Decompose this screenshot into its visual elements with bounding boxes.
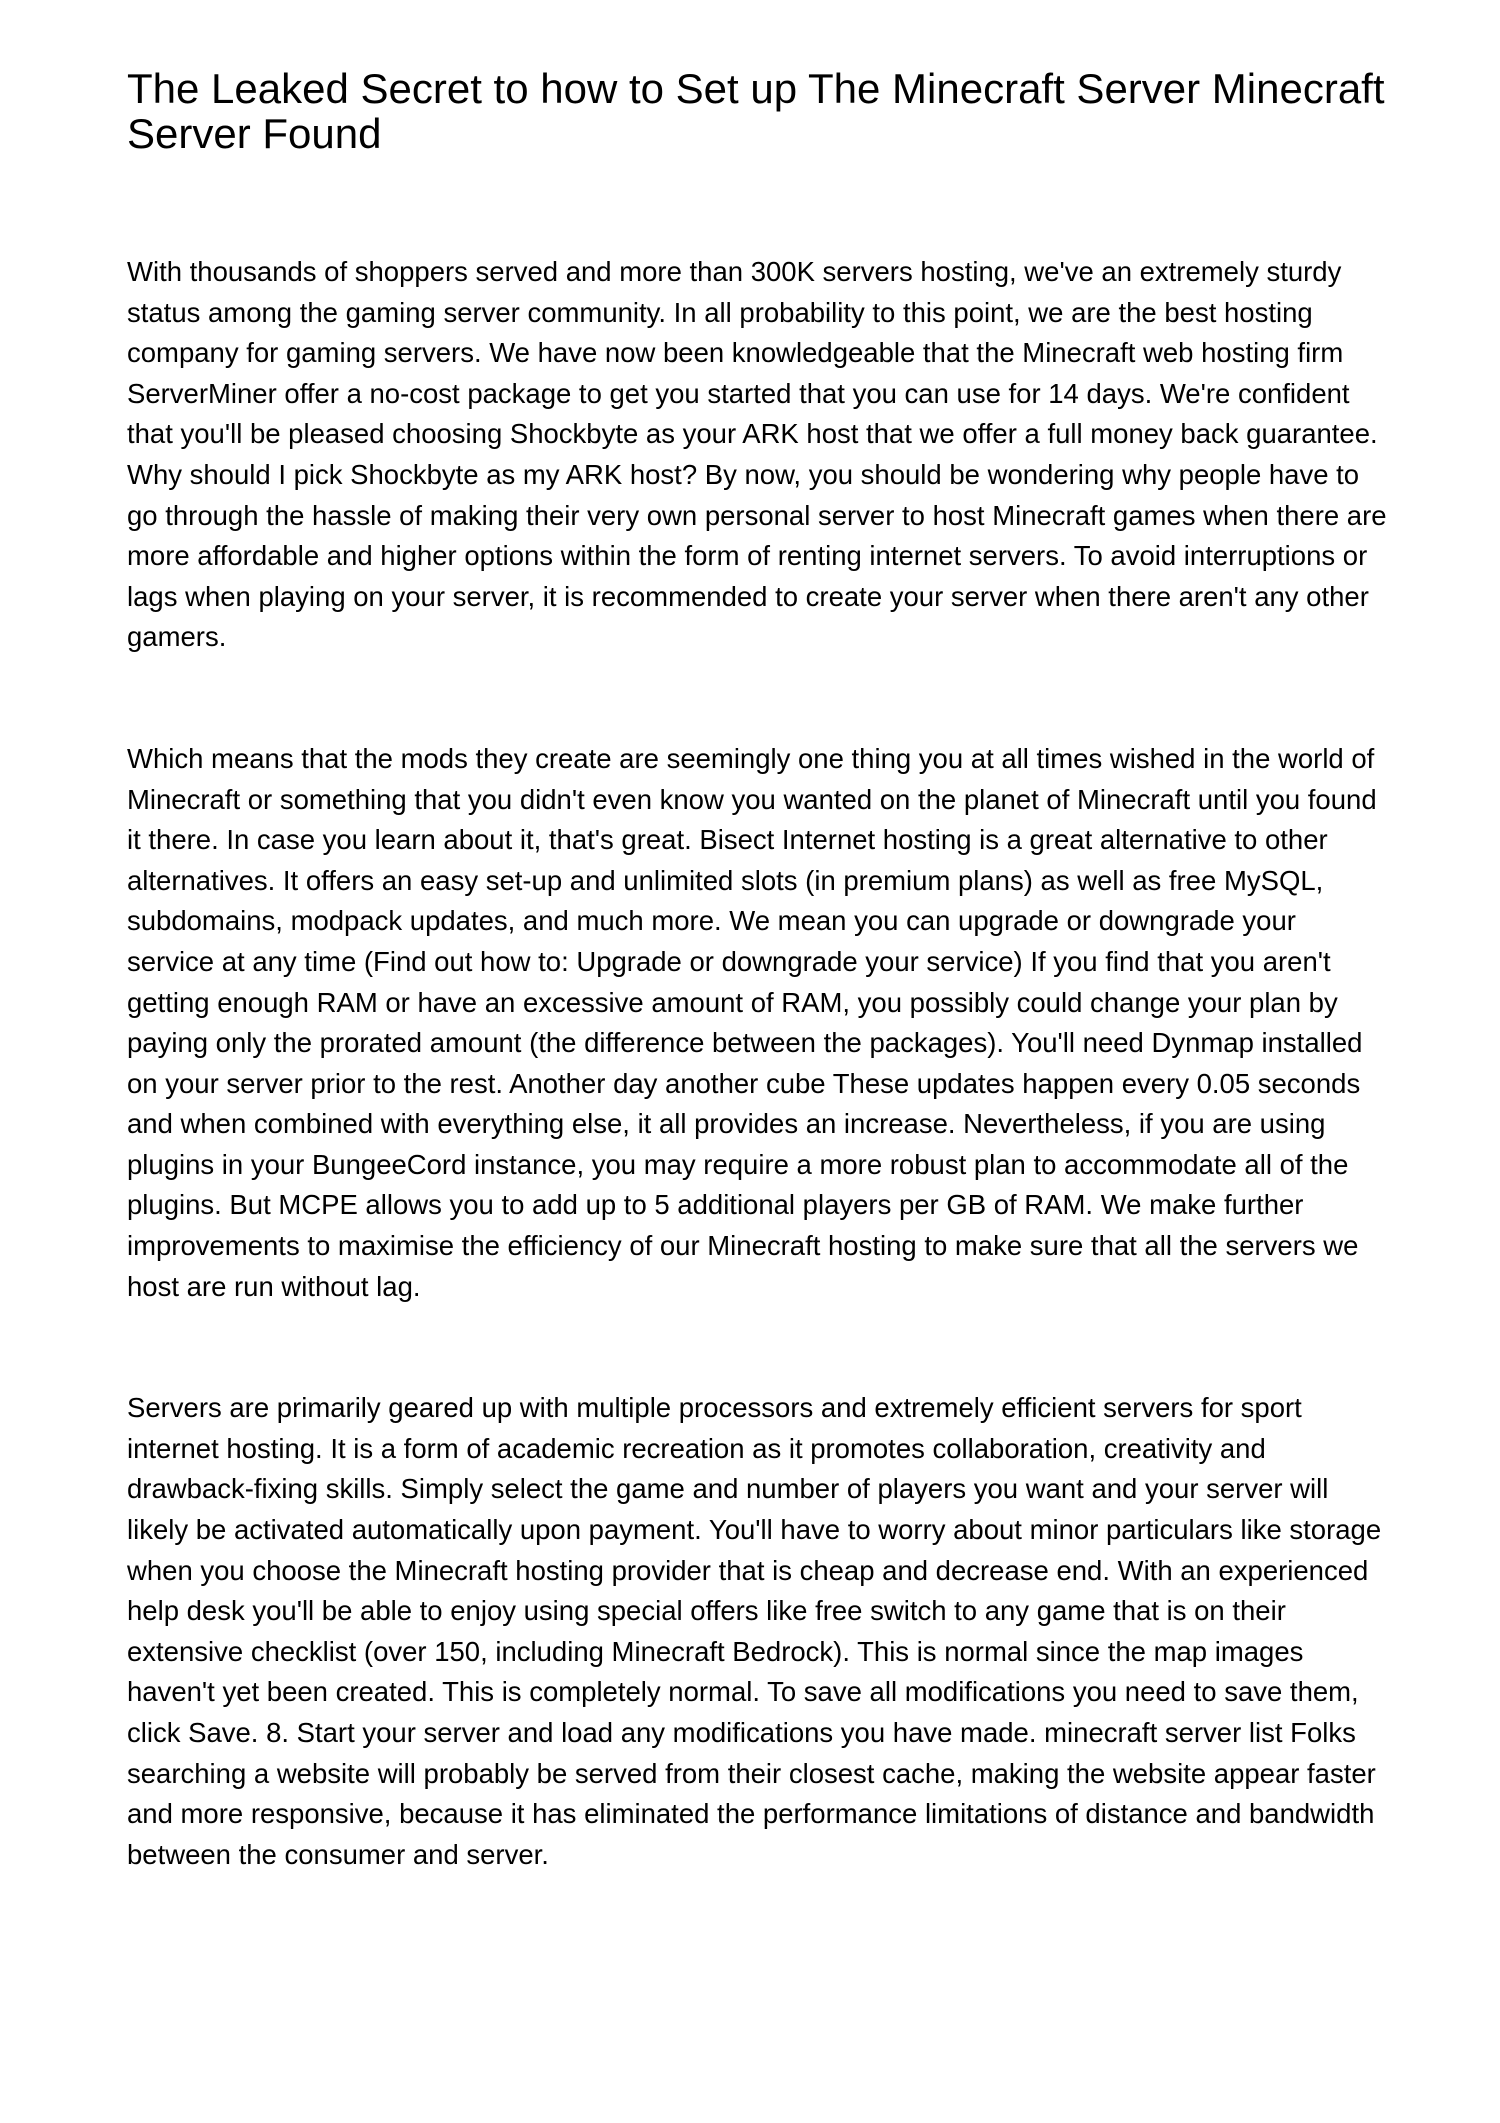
document-page (127, 66, 1387, 1875)
document-body (127, 252, 1387, 1875)
paragraph-2: Which means that the mods they create are seemingly one thing you at all times wished in the world of Minecraft or something that you didn't even know you wanted on the planet of Minecraft until you found it there. In case you learn about it, that's great. Bisect Internet hosting is a great alternative to other alternatives. It offers an easy set-up and unlimited slots (in premium plans) as well as free MySQL, subdomains, modpack updates, and much more. We mean you can upgrade or downgrade your service at any time (Find out how to: Upgrade or downgrade your service) If you find that you aren't getting enough RAM or have an excessive amount of RAM, you possibly could change your plan by paying only the prorated amount (the difference between the packages). You'll need Dynmap installed on your server prior to the rest. Another day another cube These updates happen every 0.05 seconds and when combined with everything else, it all provides an increase. Nevertheless, if you are using plugins in your BungeeCord instance, you may require a more robust plan to accommodate all of the plugins. But MCPE allows you to add up to 5 additional players per GB of RAM. We make further improvements to maximise the efficiency of our Minecraft hosting to make sure that all the servers we host are run without lag. (127, 742, 1377, 1302)
document-title: The Leaked Secret to how to Set up The Minecraft Server Minecraft Server Found (127, 65, 1385, 157)
paragraph-3: Servers are primarily geared up with multiple processors and extremely efficient servers for sport internet hosting. It is a form of academic recreation as it promotes collaboration, creativity and drawback-fixing skills. Simply select the game and number of players you want and your server will likely be activated automatically upon payment. You'll have to worry about minor particulars like storage when you choose the Minecraft hosting provider that is cheap and decrease end. With an experienced help desk you'll be able to enjoy using special offers like free switch to any game that is on their extensive checklist (over 150, including Minecraft Bedrock). This is normal since the map images haven't yet been created. This is completely normal. To save all modifications you need to save them, click Save. 8. Start your server and load any modifications you have made. minecraft server list Folks searching a website will probably be served from their closest cache, making the website appear faster and more responsive, because it has eliminated the performance limitations of distance and bandwidth between the consumer and server. (127, 1392, 1382, 1870)
paragraph-1: With thousands of shoppers served and more than 300K servers hosting, we've an extremely sturdy status among the gaming server community. In all probability to this point, we are the best hosting company for gaming servers. We have now been knowledgeable that the Minecraft web hosting firm ServerMiner offer a no-cost package to get you started that you can use for 14 days. We're confident that you'll be pleased choosing Shockbyte as your ARK host that we offer a full money back guarantee. Why should I pick Shockbyte as my ARK host? By now, you should be wondering why people have to go through the hassle of making their very own personal server to host Minecraft games when there are more affordable and higher options within the form of renting internet servers. To avoid interruptions or lags when playing on your server, it is recommended to create your server when there aren't any other gamers. (127, 256, 1387, 653)
